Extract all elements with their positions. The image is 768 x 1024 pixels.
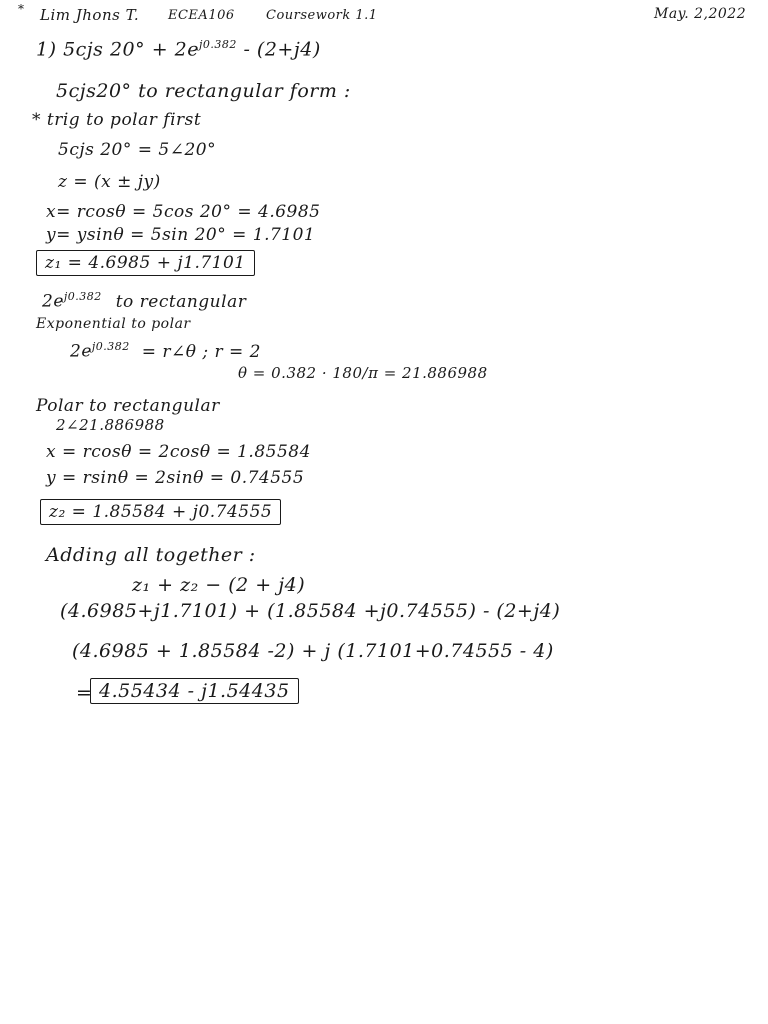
z2-result-box: z₂ = 1.85584 + j0.74555 [40, 499, 281, 525]
section1-eq-y: y= ysinθ = 5sin 20° = 1.7101 [46, 225, 316, 245]
section2-exponent2: j0.382 [91, 340, 130, 353]
section2-to-rect: to rectangular [115, 291, 247, 312]
section2-exponent: j0.382 [63, 290, 102, 303]
problem-term1: 5cjs 20° [63, 38, 146, 61]
section3-polar: 2∠21.886988 [56, 416, 165, 434]
section1-note: * trig to polar first [32, 110, 202, 130]
problem-term3: - (2+j4) [243, 38, 321, 61]
problem-number: 1) [36, 38, 57, 61]
course-code: ECEA106 [168, 8, 235, 23]
final-answer-box: 4.55434 - j1.54435 [90, 678, 299, 704]
header-bullet: * [18, 2, 25, 16]
section4-eq1: (4.6985+j1.7101) + (1.85584 +j0.74555) - (2+j4) [60, 600, 561, 622]
final-equals: = [76, 682, 93, 704]
section3-eq-y: y = rsinθ = 2sinθ = 0.74555 [46, 468, 305, 488]
section4-eq0: z₁ + z₂ − (2 + j4) [132, 574, 306, 596]
section4-eq2: (4.6985 + 1.85584 -2) + j (1.7101+0.74555 - 4) [72, 640, 554, 662]
coursework-title: Coursework 1.1 [266, 8, 378, 23]
section2-exp-polar: Exponential to polar [36, 316, 191, 332]
section1-eq2: z = (x ± jy) [58, 172, 161, 192]
section1-heading: 5cjs20° to rectangular form : [56, 80, 351, 102]
section2-rtheta: = r∠θ ; r = 2 [141, 341, 261, 362]
section1-eq-x: x= rcosθ = 5cos 20° = 4.6985 [46, 202, 321, 222]
z1-result-box: z₁ = 4.6985 + j1.7101 [36, 250, 255, 276]
problem-statement [36, 38, 321, 60]
section2-heading [42, 290, 246, 312]
section2-base2: 2e [70, 341, 92, 362]
section3-heading: Polar to rectangular [36, 396, 220, 416]
section2-base: 2e [42, 291, 64, 312]
problem-term2: + 2e [151, 38, 199, 61]
student-name: Lim Jhons T. [40, 6, 140, 24]
section1-eq1: 5cjs 20° = 5∠20° [58, 140, 217, 160]
date: May. 2,2022 [654, 6, 747, 22]
problem-term2-exponent: j0.382 [199, 38, 237, 51]
section3-eq-x: x = rcosθ = 2cosθ = 1.85584 [46, 442, 311, 462]
section4-heading: Adding all together : [46, 544, 256, 566]
section2-eq-rtheta [70, 340, 261, 362]
section2-theta: θ = 0.382 · 180/π = 21.886988 [238, 364, 488, 382]
